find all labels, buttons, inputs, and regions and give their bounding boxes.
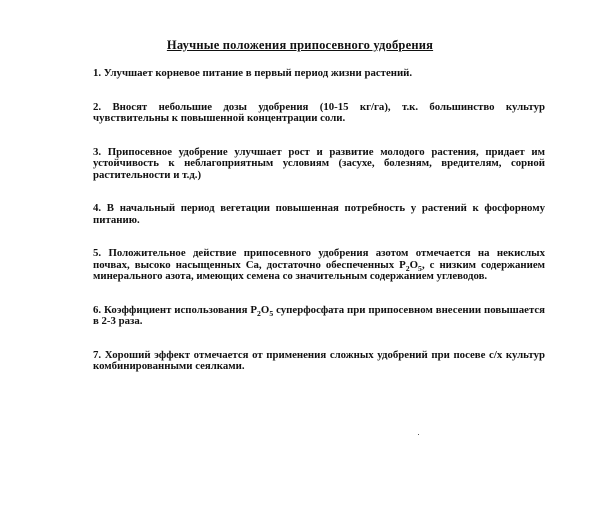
item-text: 2. Вносят небольшие дозы удобрения (10-15 кг/га), т.к. большинство культур чувствительны к повышенной концентрации соли. — [93, 100, 545, 124]
list-item — [93, 203, 545, 226]
item-text: 3. Припосевное удобрение улучшает рост и развитие молодого растения, придает им устойчивость к неблагоприятным условиям (засухе, болезням, вредителям, сорной растительности и т.д.) — [93, 145, 545, 181]
list-item — [93, 350, 545, 373]
item-text: 1. Улучшает корневое питание в первый период жизни растений. — [93, 67, 413, 79]
item-text: 5. Положительное действие припосевного удобрения азотом отмечается на некислых почвах, высоко насыщенных Са, достаточно обеспеченных — [93, 247, 545, 271]
list-item — [93, 147, 545, 182]
p2o5-formula: $P_2O_5$ — [250, 303, 274, 318]
list-item — [93, 68, 545, 80]
p2o5-formula: $P_2O_5$ — [399, 258, 422, 273]
item-text: 7. Хороший эффект отмечается от применения сложных удобрений при посеве с/х культур комбинированными сеялками. — [93, 348, 545, 372]
page-title: Научные положения припосевного удобрения — [166, 38, 434, 52]
item-text: 6. Коэффициент использования — [93, 303, 251, 316]
list-item — [93, 102, 545, 125]
item-text: 4. В начальный период вегетации повышенная потребность у растений к фосфорному питанию. — [93, 202, 545, 226]
items-list — [93, 68, 545, 373]
item-text-continued: , с низким содержанием минерального азота, имеющих семена со значительным содержанием углеводов. — [93, 258, 545, 282]
list-item — [93, 305, 545, 328]
item-text-continued: суперфосфата при припосевном внесении повышается в 2-3 раза. — [93, 303, 546, 327]
list-item — [93, 248, 545, 283]
scan-speck — [418, 434, 419, 435]
